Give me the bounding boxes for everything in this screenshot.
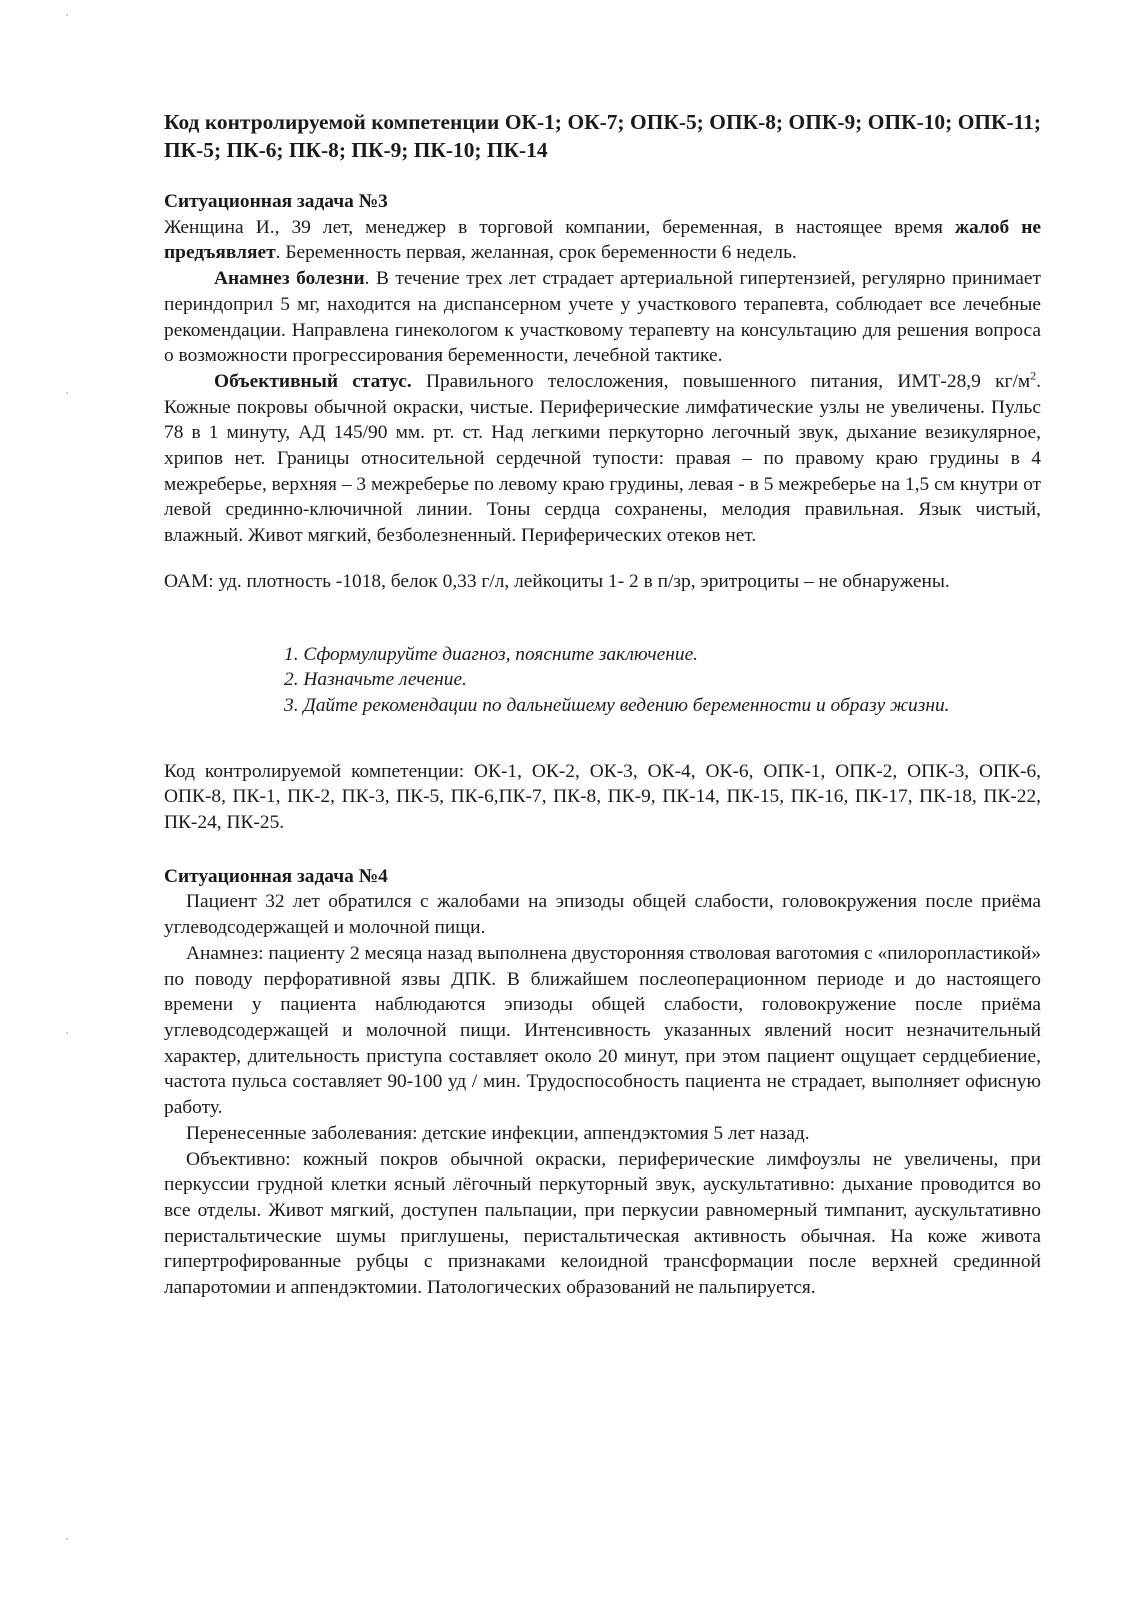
competence-code-heading: Код контролируемой компетенции ОК-1; ОК-7; ОПК-5; ОПК-8; ОПК-9; ОПК-10; ОПК-11; ПК-5; ПК-6; ПК-8; ПК-9; ПК-10; ПК-14 (164, 110, 1041, 162)
scan-speck (66, 392, 68, 394)
scan-speck (66, 1032, 68, 1034)
task-4-anamnesis: Анамнез: пациенту 2 месяца назад выполнена двусторонняя стволовая ваготомия с «пилоропластикой» по поводу перфоративной язвы ДПК. В ближайшем послеоперационном периоде и до настоящего времени у пациента наблюдаются эпизоды общей слабости, головокружение после приёма углеводсодержащей и молочной пищи. Интенсивность указанных явлений носит незначительный характер, длительность приступа составляет около 20 минут, при этом пациент ощущает сердцебиение, частота пульса составляет 90-100 уд / мин. Трудоспособность пациента не страдает, выполняет офисную работу. (164, 942, 1041, 1119)
task-4-title: Ситуационная задача №4 (164, 865, 388, 887)
task-3-intro: Женщина И., 39 лет, менеджер в торговой компании, беременная, в настоящее время жалоб не предъявляет. Беременность первая, желанная, срок беременности 6 недель. (164, 216, 1041, 264)
task-4-past-diseases: Перенесенные заболевания: детские инфекции, аппендэктомия 5 лет назад. (186, 1122, 810, 1144)
document-page (164, 108, 1041, 1301)
task-3-questions (164, 642, 1041, 719)
question-item: 3. Дайте рекомендации по дальнейшему ведению беременности и образу жизни. (284, 694, 950, 716)
task-4-complaints: Пациент 32 лет обратился с жалобами на эпизоды общей слабости, головокружения после приёма углеводсодержащей и молочной пищи. (164, 891, 1041, 939)
task-3-urinalysis: ОАМ: уд. плотность -1018, белок 0,33 г/л, лейкоциты 1- 2 в п/зр, эритроциты – не обнаружены. (164, 570, 950, 592)
question-item: 1. Сформулируйте диагноз, поясните заключение. (284, 643, 699, 665)
scan-speck (66, 1538, 68, 1540)
task-3-title: Ситуационная задача №3 (164, 191, 388, 212)
question-item: 2. Назначьте лечение. (284, 669, 467, 691)
task-4-objective: Объективно: кожный покров обычной окраски, периферические лимфоузлы не увеличены, при перкуссии грудной клетки ясный лёгочный перкуторный звук, аускультативно: дыхание проводится во все отделы. Живот мягкий, доступен пальпации, при перкусии равномерный тимпанит, аускультативно перистальтические шумы приглушены, перистальтическая активность обычная. На коже живота гипертрофированные рубцы с признаками келоидной трансформации после верхней срединной лапаротомии и аппендэктомии. Патологических образований не пальпируется. (164, 1148, 1041, 1299)
scan-speck (66, 14, 68, 16)
competence-code-plain: Код контролируемой компетенции: ОК-1, ОК-2, ОК-3, ОК-4, ОК-6, ОПК-1, ОПК-2, ОПК-3, ОПК-6, ОПК-8, ПК-1, ПК-2, ПК-3, ПК-5, ПК-6,ПК-7, ПК-8, ПК-9, ПК-14, ПК-15, ПК-16, ПК-17, ПК-18, ПК-22, ПК-24, ПК-25. (164, 760, 1041, 834)
task-3-objective-status: Объективный статус. Правильного телосложения, повышенного питания, ИМТ-28,9 $кг/м^2$. Кожные покровы обычной окраски, чистые. Периферические лимфатические узлы не увеличены. Пульс 78 в 1 минуту, АД 145/90 мм. рт. ст. Над легкими перкуторно легочный звук, дыхание везикулярное, хрипов нет. Границы относительной сердечной тупости: правая – по правому краю грудины в 4 межреберье, верхняя – 3 межреберье по левому краю грудины, левая - в 5 межреберье на 1,5 см кнутри от левой срединно-ключичной линии. Тоны сердца сохранены, мелодия правильная. Язык чистый, влажный. Живот мягкий, безболезненный. Периферических отеков нет. (164, 368, 1041, 547)
task-3-anamnesis: Анамнез болезни. В течение трех лет страдает артериальной гипертензией, регулярно принимает периндоприл 5 мг, находится на диспансерном учете у участкового терапевта, соблюдает все лечебные рекомендации. Направлена гинекологом к участковому терапевту на консультацию для решения вопроса о возможности прогрессирования беременности, лечебной тактике. (164, 268, 1041, 367)
